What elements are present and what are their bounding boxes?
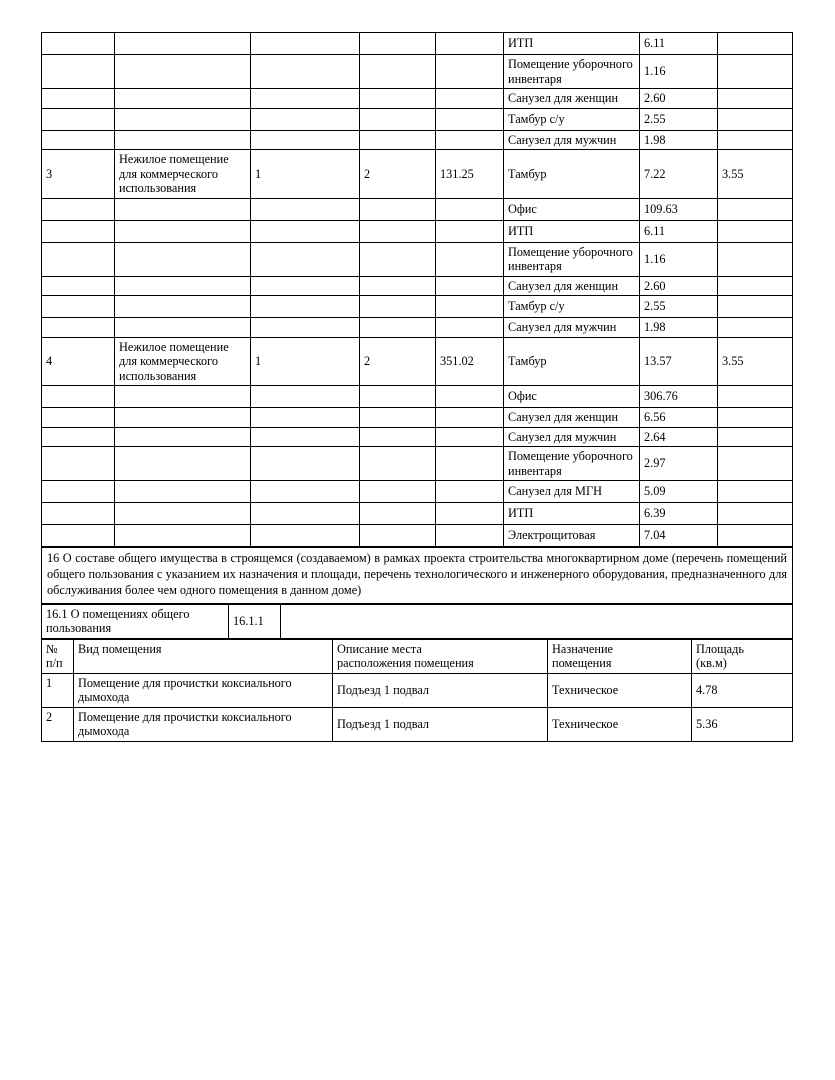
cell-floor: 1 — [251, 337, 360, 386]
cell-area — [436, 427, 504, 447]
table-row — [42, 503, 793, 525]
header-purpose-line2: помещения — [552, 656, 612, 671]
cell-room-area: 7.04 — [640, 525, 718, 547]
table-row — [42, 337, 793, 386]
cell-floor — [251, 525, 360, 547]
header-area-line1: Площадь — [696, 641, 744, 656]
cell-entrance — [360, 89, 436, 109]
cell-room-area: 6.11 — [640, 33, 718, 55]
table-row — [42, 130, 793, 150]
section-16-1-label: 16.1 О помещениях общего пользования — [42, 604, 229, 638]
cell-area — [436, 408, 504, 428]
cell-area — [436, 242, 504, 276]
section-16-table — [41, 547, 793, 604]
cell-entrance — [360, 108, 436, 130]
cell-extra — [718, 220, 793, 242]
cell-floor — [251, 130, 360, 150]
cell-room: Санузел для МГН — [504, 481, 640, 503]
cell-room: Санузел для мужчин — [504, 318, 640, 338]
cell-entrance: 2 — [360, 337, 436, 386]
cell-extra — [718, 276, 793, 296]
cell-room-area: 109.63 — [640, 198, 718, 220]
cell-room-area: 306.76 — [640, 386, 718, 408]
cell-room-area: 13.57 — [640, 337, 718, 386]
cell-room: ИТП — [504, 220, 640, 242]
cell-kind — [115, 108, 251, 130]
cell-num: 1 — [42, 673, 74, 707]
header-area-line2: (кв.м) — [696, 656, 727, 671]
cell-room-area: 6.39 — [640, 503, 718, 525]
cell-room-area: 6.11 — [640, 220, 718, 242]
table-row — [42, 108, 793, 130]
cell-kind — [115, 89, 251, 109]
cell-entrance — [360, 130, 436, 150]
cell-extra — [718, 198, 793, 220]
cell-entrance: 2 — [360, 150, 436, 199]
cell-room-area: 2.64 — [640, 427, 718, 447]
cell-entrance — [360, 242, 436, 276]
cell-room-area: 2.60 — [640, 276, 718, 296]
cell-extra: 3.55 — [718, 337, 793, 386]
cell-floor — [251, 503, 360, 525]
cell-room: ИТП — [504, 503, 640, 525]
section-16-row — [42, 548, 793, 604]
cell-location: Подъезд 1 подвал — [333, 673, 548, 707]
cell-room: Санузел для женщин — [504, 276, 640, 296]
cell-room-area: 2.55 — [640, 108, 718, 130]
header-kind — [74, 639, 333, 673]
table-row — [42, 318, 793, 338]
cell-room-area: 7.22 — [640, 150, 718, 199]
cell-kind — [115, 130, 251, 150]
cell-entrance — [360, 318, 436, 338]
cell-kind: Нежилое помещение для коммерческого использования — [115, 337, 251, 386]
cell-extra — [718, 318, 793, 338]
cell-kind — [115, 427, 251, 447]
cell-floor — [251, 296, 360, 318]
cell-extra — [718, 525, 793, 547]
cell-extra — [718, 89, 793, 109]
cell-num — [42, 198, 115, 220]
cell-area — [436, 33, 504, 55]
cell-entrance — [360, 408, 436, 428]
cell-num: 2 — [42, 707, 74, 741]
cell-floor — [251, 89, 360, 109]
cell-extra — [718, 386, 793, 408]
cell-room-area: 2.60 — [640, 89, 718, 109]
table-row — [42, 242, 793, 276]
cell-num — [42, 447, 115, 481]
cell-purpose: Техническое — [548, 707, 692, 741]
cell-room: Тамбур с/у — [504, 108, 640, 130]
cell-kind — [115, 481, 251, 503]
cell-kind — [115, 408, 251, 428]
cell-extra — [718, 296, 793, 318]
cell-kind: Нежилое помещение для коммерческого использования — [115, 150, 251, 199]
cell-room: Тамбур — [504, 337, 640, 386]
cell-room: Тамбур с/у — [504, 296, 640, 318]
cell-floor — [251, 198, 360, 220]
cell-area — [436, 386, 504, 408]
cell-kind — [115, 55, 251, 89]
cell-purpose: Техническое — [548, 673, 692, 707]
table-row — [42, 481, 793, 503]
cell-extra — [718, 108, 793, 130]
cell-area — [436, 55, 504, 89]
section-16-1-number: 16.1.1 — [229, 604, 281, 638]
cell-room: ИТП — [504, 33, 640, 55]
cell-area — [436, 447, 504, 481]
table-row — [42, 89, 793, 109]
cell-entrance — [360, 220, 436, 242]
table-row — [42, 276, 793, 296]
header-location-line2: расположения помещения — [337, 656, 474, 671]
cell-entrance — [360, 503, 436, 525]
table-row — [42, 447, 793, 481]
table-row — [42, 220, 793, 242]
cell-num — [42, 525, 115, 547]
cell-kind: Помещение для прочистки коксиального дымохода — [74, 673, 333, 707]
table-row — [42, 55, 793, 89]
cell-floor — [251, 33, 360, 55]
cell-num — [42, 427, 115, 447]
table-row — [42, 707, 793, 741]
cell-kind — [115, 447, 251, 481]
cell-room-area: 1.16 — [640, 242, 718, 276]
table-row — [42, 386, 793, 408]
cell-extra — [718, 427, 793, 447]
cell-room: Санузел для женщин — [504, 408, 640, 428]
cell-extra: 3.55 — [718, 150, 793, 199]
cell-floor — [251, 481, 360, 503]
cell-floor — [251, 242, 360, 276]
cell-area — [436, 318, 504, 338]
cell-num — [42, 55, 115, 89]
cell-num — [42, 130, 115, 150]
cell-room: Помещение уборочного инвентаря — [504, 55, 640, 89]
cell-num — [42, 33, 115, 55]
cell-num — [42, 108, 115, 130]
cell-entrance — [360, 276, 436, 296]
cell-extra — [718, 130, 793, 150]
cell-floor — [251, 220, 360, 242]
table-row — [42, 198, 793, 220]
cell-room: Офис — [504, 386, 640, 408]
cell-room-area: 6.56 — [640, 408, 718, 428]
cell-area — [436, 89, 504, 109]
cell-room-area: 5.09 — [640, 481, 718, 503]
cell-entrance — [360, 525, 436, 547]
cell-kind — [115, 296, 251, 318]
cell-area: 5.36 — [692, 707, 793, 741]
cell-area — [436, 503, 504, 525]
section-16-1-row — [42, 604, 793, 638]
cell-kind: Помещение для прочистки коксиального дымохода — [74, 707, 333, 741]
cell-entrance — [360, 296, 436, 318]
cell-entrance — [360, 427, 436, 447]
cell-entrance — [360, 386, 436, 408]
premises-table — [41, 32, 793, 547]
table-row — [42, 427, 793, 447]
cell-num: 3 — [42, 150, 115, 199]
cell-room: Санузел для женщин — [504, 89, 640, 109]
common-premises-table — [41, 639, 793, 742]
cell-num — [42, 242, 115, 276]
cell-num — [42, 481, 115, 503]
cell-floor — [251, 276, 360, 296]
cell-area — [436, 220, 504, 242]
table-row — [42, 525, 793, 547]
cell-room: Санузел для мужчин — [504, 427, 640, 447]
header-num-line2: п/п — [46, 656, 63, 671]
cell-num — [42, 89, 115, 109]
section-16-1-empty — [281, 604, 793, 638]
cell-room: Помещение уборочного инвентаря — [504, 447, 640, 481]
header-num-line1: № — [46, 641, 58, 656]
header-num — [42, 639, 74, 673]
cell-room-area: 1.98 — [640, 318, 718, 338]
cell-kind — [115, 503, 251, 525]
cell-num — [42, 386, 115, 408]
cell-area — [436, 481, 504, 503]
cell-num: 4 — [42, 337, 115, 386]
cell-room-area: 2.97 — [640, 447, 718, 481]
cell-floor — [251, 386, 360, 408]
cell-room: Помещение уборочного инвентаря — [504, 242, 640, 276]
cell-num — [42, 408, 115, 428]
cell-extra — [718, 242, 793, 276]
cell-entrance — [360, 55, 436, 89]
cell-extra — [718, 33, 793, 55]
cell-room: Электрощитовая — [504, 525, 640, 547]
document-body — [41, 32, 792, 742]
cell-room: Офис — [504, 198, 640, 220]
cell-room-area: 1.16 — [640, 55, 718, 89]
cell-entrance — [360, 33, 436, 55]
cell-num — [42, 503, 115, 525]
cell-location: Подъезд 1 подвал — [333, 707, 548, 741]
header-purpose-line1: Назначение — [552, 641, 614, 656]
header-purpose — [548, 639, 692, 673]
cell-floor — [251, 108, 360, 130]
table-row — [42, 673, 793, 707]
cell-floor — [251, 318, 360, 338]
cell-area: 4.78 — [692, 673, 793, 707]
header-location — [333, 639, 548, 673]
table-row — [42, 150, 793, 199]
header-kind-label: Вид помещения — [78, 641, 162, 656]
table-row — [42, 296, 793, 318]
cell-num — [42, 220, 115, 242]
cell-extra — [718, 481, 793, 503]
cell-room-area: 2.55 — [640, 296, 718, 318]
section-16-paragraph: 16 О составе общего имущества в строящемся (создаваемом) в рамках проекта строительства многоквартирном доме (перечень помещений общего пользования с указанием их назначения и площади, перечень технологического и инженерного оборудования, предназначенного для обслуживания более чем одного помещения в данном доме) — [42, 548, 793, 604]
cell-entrance — [360, 481, 436, 503]
cell-area — [436, 525, 504, 547]
common-premises-header-row — [42, 639, 793, 673]
header-location-line1: Описание места — [337, 641, 422, 656]
cell-entrance — [360, 198, 436, 220]
cell-floor — [251, 408, 360, 428]
cell-kind — [115, 242, 251, 276]
cell-num — [42, 296, 115, 318]
cell-kind — [115, 276, 251, 296]
cell-area — [436, 130, 504, 150]
cell-extra — [718, 408, 793, 428]
cell-area — [436, 296, 504, 318]
cell-area — [436, 276, 504, 296]
cell-floor — [251, 427, 360, 447]
cell-extra — [718, 55, 793, 89]
cell-entrance — [360, 447, 436, 481]
cell-room: Санузел для мужчин — [504, 130, 640, 150]
cell-floor — [251, 55, 360, 89]
cell-kind — [115, 220, 251, 242]
cell-kind — [115, 33, 251, 55]
cell-extra — [718, 447, 793, 481]
cell-floor — [251, 447, 360, 481]
header-area — [692, 639, 793, 673]
section-16-1-table — [41, 604, 793, 639]
cell-room-area: 1.98 — [640, 130, 718, 150]
table-row — [42, 33, 793, 55]
cell-area: 351.02 — [436, 337, 504, 386]
cell-area — [436, 198, 504, 220]
cell-kind — [115, 198, 251, 220]
cell-num — [42, 276, 115, 296]
cell-kind — [115, 386, 251, 408]
cell-floor: 1 — [251, 150, 360, 199]
cell-extra — [718, 503, 793, 525]
cell-kind — [115, 318, 251, 338]
cell-kind — [115, 525, 251, 547]
cell-num — [42, 318, 115, 338]
table-row — [42, 408, 793, 428]
cell-room: Тамбур — [504, 150, 640, 199]
cell-area: 131.25 — [436, 150, 504, 199]
cell-area — [436, 108, 504, 130]
